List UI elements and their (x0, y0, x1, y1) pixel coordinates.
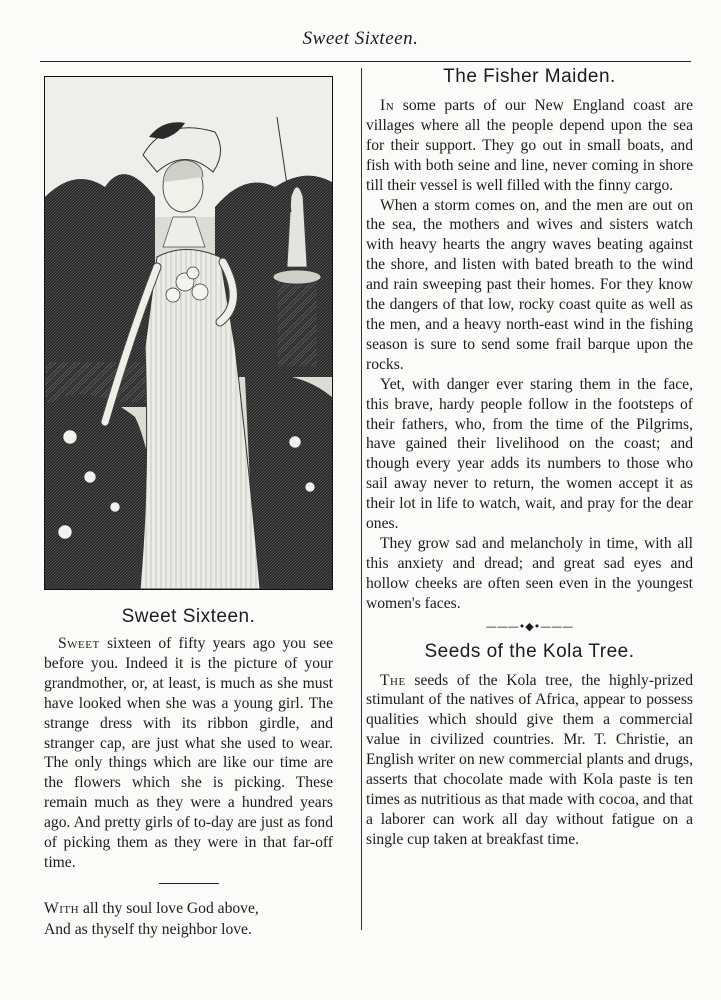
right-column (366, 66, 693, 850)
article-title-kola-tree: Seeds of the Kola Tree. (424, 640, 635, 662)
lead-word: The (380, 671, 406, 689)
article-title-sweet-sixteen: Sweet Sixteen. (121, 606, 256, 627)
article-paragraph (366, 671, 693, 850)
lead-word: Sweet (58, 635, 100, 652)
verse-lead-word: With (44, 899, 80, 917)
article-paragraph: Yet, with danger ever staring them in the face, this brave, hardy people follow in the footsteps of their fathers, who, from the time of the Pilgrims, have gained their livelihood on the coast; and though every year adds its numbers to those who sail away never to return, the women accept it as their lot in life to watch, wait, and pray for the dear ones. (366, 375, 693, 533)
ornament-divider: ———•◆•——— (485, 619, 574, 633)
article-paragraph (44, 634, 333, 873)
article-paragraph: They grow sad and melancholy in time, with all this anxiety and dread; and great sad eyes and hollow cheeks are often seen even in the youngest women's faces. (366, 534, 693, 612)
lead-word: In (380, 97, 395, 114)
paragraph-text: seeds of the Kola tree, the highly-prized stimulant of the natives of Africa, appear to possess qualities which should give them a commercial value in civilized countries. Mr. T. Christie, an English writer on new commercial plants and drugs, asserts that chocolate made with Kola paste is ten times as nutritious as that made with cocoa, and that a laborer can work all day without fatigue on a single cup taken at breakfast time. (366, 671, 693, 848)
column-divider (361, 68, 362, 930)
verse-line-2: And as thyself thy neighbor love. (44, 920, 252, 938)
paragraph-text: some parts of our New England coast are villages where all the people depend upon the sea for their support. They go out in small boats, and fish with both seine and line, never coming in shore till their vessel is well filled with the finny cargo. (366, 97, 693, 194)
verse-line-1-text: all thy soul love God above, (79, 899, 259, 917)
section-rule (159, 883, 219, 884)
engraving-illustration (44, 76, 333, 590)
header-rule (40, 61, 691, 62)
girl-with-roses-engraving (45, 77, 332, 589)
paragraph-text: sixteen of fifty years ago you see before you. Indeed it is the picture of your grandmother, or, at least, is much as she must have looked when she was a young girl. The strange dress with its ribbon girdle, and stranger cap, are just what she used to wear. The only things which are like our time are the flowers which she is picking. These remain much as they were a hundred years ago. And pretty girls of to-day are just as fond of picking them as they were in that far-off time. (44, 635, 333, 871)
verse-line-1 (44, 898, 333, 919)
article-paragraph: When a storm comes on, and the men are out on the sea, the mothers and wives and sisters watch with heavy hearts the angry waves beating against the shore, and listen with bated breath to the wind and rain sweeping past their homes. For they know the dangers of that low, rocky coast quite as well as the men, and a heavy north-east wind in the fishing season is sure to send some frail barque upon the rocks. (366, 196, 693, 373)
article-title-fisher-maiden: The Fisher Maiden. (443, 66, 616, 87)
left-column (44, 76, 333, 940)
article-paragraph (366, 96, 693, 196)
running-head: Sweet Sixteen. (302, 28, 419, 49)
